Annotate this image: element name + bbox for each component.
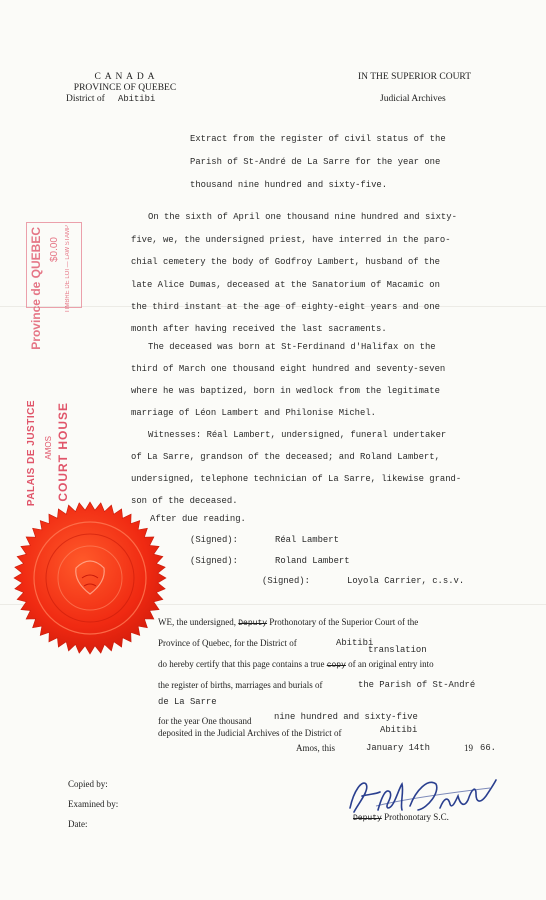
cert-year-prefix: 19 <box>464 743 473 753</box>
header-country: C A N A D A <box>94 72 156 82</box>
header-archives: Judicial Archives <box>380 94 446 104</box>
paragraph-line: On the sixth of April one thousand nine hundred and sixty- <box>148 212 457 222</box>
law-stamp <box>26 222 82 350</box>
paragraph-line: marriage of Léon Lambert and Philonise Michel. <box>131 408 376 418</box>
cert-date: January 14th <box>366 743 430 753</box>
paragraph-line: the third instant at the age of eighty-eight years and one <box>131 302 440 312</box>
law-stamp-province: Province de QUEBEC <box>29 227 43 350</box>
paragraph-line: where he was baptized, born in wedlock from the legitimate <box>131 386 440 396</box>
paragraph-line: of La Sarre, grandson of the deceased; and Roland Lambert, <box>131 452 440 462</box>
cert-district: Abitibi <box>336 638 374 648</box>
after-reading: After due reading. <box>150 514 246 524</box>
stamp-amos: AMOS <box>44 436 53 460</box>
law-stamp-caption: TIMBRE DE LOI — LAW STAMP <box>65 225 71 314</box>
intro-line: thousand nine hundred and sixty-five. <box>190 180 388 190</box>
cert-line <box>158 659 434 670</box>
paragraph-line: late Alice Dumas, deceased at the Sanatorium of Macamic on <box>131 280 440 290</box>
paragraph-line: chial cemetery the body of Godfroy Lambert, husband of the <box>131 257 440 267</box>
examined-by: Examined by: <box>68 799 119 809</box>
cert-line: the register of births, marriages and burials of <box>158 680 323 690</box>
paragraph-line: The deceased was born at St-Ferdinand d'Halifax on the <box>148 342 436 352</box>
intro-line: Parish of St-André de La Sarre for the year one <box>190 157 441 167</box>
header-province: PROVINCE OF QUEBEC <box>73 83 177 93</box>
paragraph-line: third of March one thousand eight hundred and seventy-seven <box>131 364 446 374</box>
copied-by: Copied by: <box>68 779 108 789</box>
signed-label: (Signed): <box>262 576 310 586</box>
signed-label: (Signed): <box>190 556 238 566</box>
cert-date-line <box>296 743 335 753</box>
cert-line: Province of Quebec, for the District of <box>158 638 297 648</box>
stamp-palais: PALAIS DE JUSTICE <box>26 400 37 507</box>
paragraph-line: month after having received the last sacraments. <box>131 324 387 334</box>
law-stamp-amount: $0.00 <box>49 237 60 263</box>
cert-we: WE, the undersigned, <box>158 617 236 627</box>
cert-line: deposited in the Judicial Archives of the District of <box>158 728 342 738</box>
stamp-courthouse: COURT HOUSE <box>56 402 70 502</box>
signed-label: (Signed): <box>190 535 238 545</box>
cert-year: nine hundred and sixty-five <box>274 712 418 722</box>
cert-this: , this <box>317 743 336 753</box>
cert-line: for the year One thousand <box>158 716 252 726</box>
prothonotary-title: Prothonotary S.C. <box>384 812 449 822</box>
signed-name: Roland Lambert <box>275 556 350 566</box>
cert-parish: de La Sarre <box>158 697 217 707</box>
handwritten-signature <box>340 770 500 820</box>
struck-word: Deputy <box>353 814 382 823</box>
cert-parish: the Parish of St-André <box>358 680 476 690</box>
paragraph-line: five, we, the undersigned priest, have interred in the paro- <box>131 235 451 245</box>
cert-year-suffix: 66. <box>480 743 496 753</box>
signed-name: Réal Lambert <box>275 535 339 545</box>
paragraph-line: undersigned, telephone technician of La Sarre, likewise grand- <box>131 474 462 484</box>
cert-rest: Prothonotary of the Superior Court of the <box>269 617 419 627</box>
header-district-label: District of <box>66 94 105 104</box>
struck-word: Deputy <box>238 619 268 628</box>
paragraph-line: son of the deceased. <box>131 496 238 506</box>
header-district-value: Abitibi <box>118 94 156 104</box>
red-wax-seal <box>10 498 170 658</box>
cert-translation: translation <box>368 645 427 655</box>
cert-line <box>158 617 418 628</box>
struck-word: copy <box>326 661 346 670</box>
cert-place: Amos <box>296 743 318 753</box>
signed-name: Loyola Carrier, c.s.v. <box>347 576 465 586</box>
intro-line: Extract from the register of civil status of the <box>190 134 446 144</box>
header-court: IN THE SUPERIOR COURT <box>358 72 471 82</box>
date-label: Date: <box>68 819 88 829</box>
cert-text: do hereby certify that this page contains a true <box>158 659 325 669</box>
cert-district: Abitibi <box>380 725 418 735</box>
paragraph-line: Witnesses: Réal Lambert, undersigned, funeral undertaker <box>148 430 447 440</box>
cert-text: of an original entry into <box>348 659 434 669</box>
